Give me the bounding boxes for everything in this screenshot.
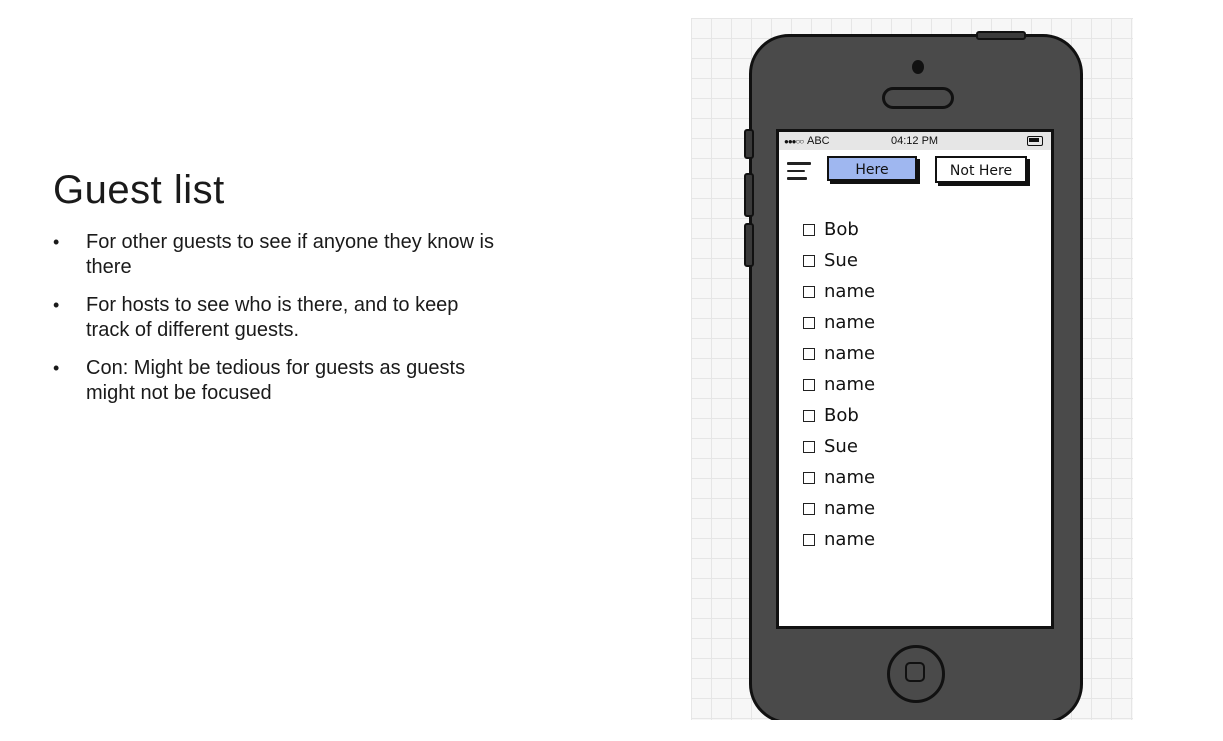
checkbox[interactable]	[803, 410, 815, 422]
tab-here[interactable]: Here	[827, 156, 917, 181]
checkbox[interactable]	[803, 224, 815, 236]
carrier-label: ABC	[807, 135, 830, 147]
checkbox[interactable]	[803, 286, 815, 298]
status-bar	[779, 132, 1051, 150]
list-item[interactable]	[803, 400, 875, 431]
checkbox[interactable]	[803, 503, 815, 515]
checkbox[interactable]	[803, 472, 815, 484]
speaker-icon	[882, 87, 954, 109]
volume-down-button	[744, 223, 754, 267]
battery-icon	[1027, 136, 1043, 146]
guest-name: Sue	[824, 250, 858, 271]
volume-up-button	[744, 173, 754, 217]
list-item[interactable]	[803, 369, 875, 400]
bullet-item: • For hosts to see who is there, and to keep track of different guests.	[53, 293, 503, 343]
mockup-canvas	[691, 18, 1133, 720]
guest-name: Bob	[824, 405, 859, 426]
list-item[interactable]	[803, 462, 875, 493]
home-button-icon[interactable]	[887, 645, 945, 703]
guest-name: Bob	[824, 219, 859, 240]
checkbox[interactable]	[803, 348, 815, 360]
guest-name: name	[824, 498, 876, 519]
bullet-list	[53, 230, 503, 419]
guest-name: name	[824, 343, 876, 364]
guest-name: Sue	[824, 436, 858, 457]
checkbox[interactable]	[803, 379, 815, 391]
phone-frame	[749, 34, 1083, 720]
list-item[interactable]	[803, 214, 875, 245]
checkbox[interactable]	[803, 317, 815, 329]
list-item[interactable]	[803, 524, 875, 555]
guest-list	[803, 214, 875, 555]
list-item[interactable]	[803, 245, 875, 276]
bullet-item: • For other guests to see if anyone they know is there	[53, 230, 503, 280]
mute-switch	[744, 129, 754, 159]
guest-name: name	[824, 281, 876, 302]
home-square-icon	[905, 662, 925, 682]
list-item[interactable]	[803, 431, 875, 462]
guest-name: name	[824, 312, 876, 333]
guest-name: name	[824, 467, 876, 488]
slide-title: Guest list	[53, 168, 225, 212]
list-item[interactable]	[803, 276, 875, 307]
tab-not-here[interactable]: Not Here	[935, 156, 1027, 183]
guest-name: name	[824, 374, 876, 395]
signal-icon: ●●●○○	[784, 137, 804, 146]
list-item[interactable]	[803, 493, 875, 524]
guest-name: name	[824, 529, 876, 550]
status-time: 04:12 PM	[891, 135, 939, 147]
list-item[interactable]	[803, 307, 875, 338]
camera-icon	[912, 60, 924, 74]
checkbox[interactable]	[803, 441, 815, 453]
checkbox[interactable]	[803, 534, 815, 546]
checkbox[interactable]	[803, 255, 815, 267]
power-button	[976, 31, 1026, 40]
menu-icon[interactable]	[787, 162, 813, 188]
phone-screen	[776, 129, 1054, 629]
bullet-item: • Con: Might be tedious for guests as guests might not be focused	[53, 356, 503, 406]
list-item[interactable]	[803, 338, 875, 369]
